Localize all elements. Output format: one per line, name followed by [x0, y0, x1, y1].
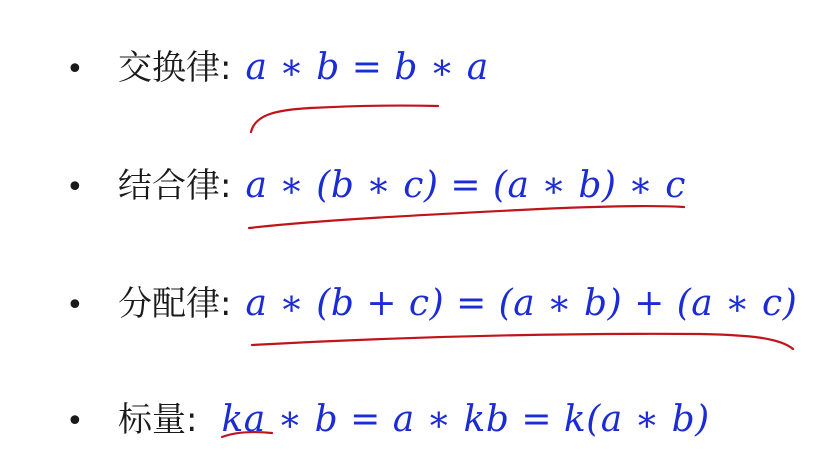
law-label-commutative: 交换律:	[118, 48, 232, 88]
ink-underline-commutative	[251, 106, 438, 132]
list-item-distributive-law	[66, 276, 797, 325]
formula-scalar: ka ∗ b = a ∗ kb = k(a ∗ b)	[221, 399, 710, 440]
list-item-associative-law	[66, 158, 686, 207]
bullet-point: •	[66, 170, 84, 205]
law-label-distributive: 分配律:	[118, 284, 232, 324]
ink-underline-associative	[249, 206, 684, 228]
formula-commutative: a ∗ b = b ∗ a	[245, 47, 489, 88]
bullet-point: •	[66, 52, 84, 87]
bullet-point: •	[66, 288, 84, 323]
formula-associative: a ∗ (b ∗ c) = (a ∗ b) ∗ c	[245, 165, 686, 206]
formula-distributive: a ∗ (b + c) = (a ∗ b) + (a ∗ c)	[245, 283, 798, 324]
law-label-associative: 结合律:	[118, 166, 232, 206]
law-label-scalar: 标量:	[118, 400, 198, 440]
bullet-point: •	[66, 404, 84, 439]
list-item-scalar-law	[66, 392, 710, 441]
list-item-commutative-law	[66, 40, 489, 89]
ink-underline-distributive	[252, 334, 793, 349]
